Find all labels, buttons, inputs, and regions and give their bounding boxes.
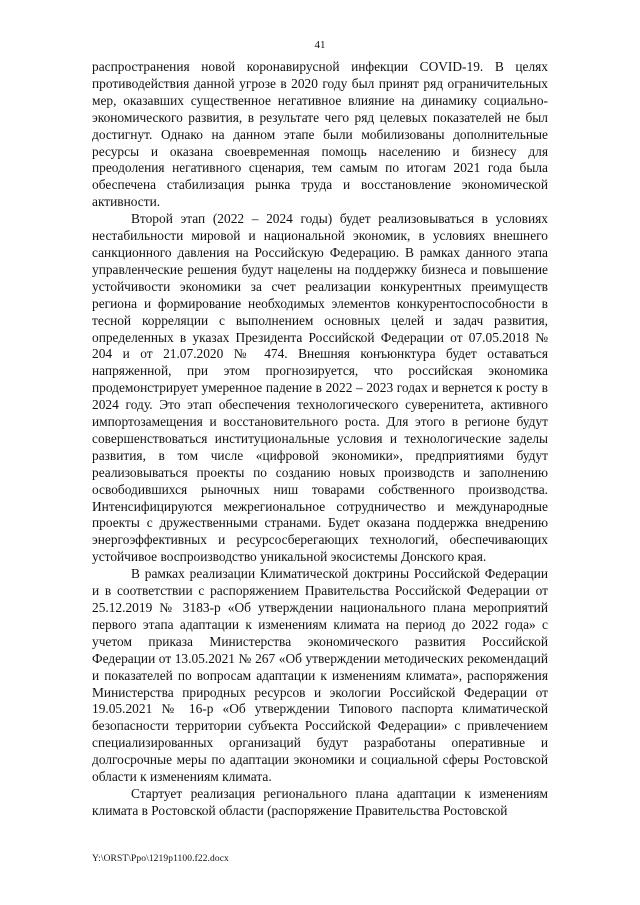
paragraph-covid-restrictions: распространения новой коронавирусной инфекции COVID-19. В целях противодействия данной угрозе в 2020 году был принят ряд ограничительных мер, оказавших существенное негативное влияние на динамику социально-экономического развития, в результате чего ряд целевых показателей не был достигнут. Однако на данном этапе были мобилизованы дополнительные ресурсы и оказана своевременная помощь населению и бизнесу для преодоления негативного сценария, тем самым по итогам 2021 года была обеспечена стабилизация рынка труда и восстановление экономической активности.: [92, 59, 548, 210]
page-number: 41: [314, 39, 326, 51]
document-body: [92, 59, 548, 820]
paragraph-second-stage: Второй этап (2022 – 2024 годы) будет реализовываться в условиях нестабильности мировой и национальной экономик, в условиях внешнего санкционного давления на Российскую Федерацию. В рамках данного этапа управленческие решения будут нацелены на поддержку бизнеса и повышение устойчивости экономики за счет реализации конкурентных преимуществ региона и формирование необходимых элементов конкурентоспособности в тесной корреляции с выполнением основных целей и задач развития, определенных в указах Президента Российской Федерации от 07.05.2018 № 204 и от 21.07.2020 № 474. Внешняя конъюнктура будет оставаться напряженной, при этом прогнозируется, что российская экономика продемонстрирует умеренное падение в 2022 – 2023 годах и вернется к росту в 2024 году. Это этап обеспечения технологического суверенитета, активного импортозамещения и восстановительного роста. Для этого в регионе будут совершенствоваться институциональные условия и технологические заделы развития, в том числе «цифровой экономики», предприятиями будут реализовываться проекты по созданию новых производств и заполнению освободившихся рыночных ниш товарами собственного производства. Интенсифицируются межрегиональное сотрудничество и международные проекты с дружественными странами. Будет оказана поддержка внедрению энергоэффективных и ресурсосберегающих технологий, обеспечивающих устойчивое воспроизводство уникальной экосистемы Донского края.: [92, 211, 548, 565]
paragraph-climate-doctrine: В рамках реализации Климатической доктрины Российской Федерации и в соответствии с распоряжением Правительства Российской Федерации от 25.12.2019 № 3183-р «Об утверждении национального плана мероприятий первого этапа адаптации к изменениям климата на период до 2022 года» с учетом приказа Министерства экономического развития Российской Федерации от 13.05.2021 № 267 «Об утверждении методических рекомендаций и показателей по вопросам адаптации к изменениям климата», распоряжения Министерства природных ресурсов и экологии Российской Федерации от 19.05.2021 № 16-р «Об утверждении Типового паспорта климатической безопасности территории субъекта Российской Федерации» с привлечением специализированных организаций будут разработаны оперативные и долгосрочные меры по адаптации экономики и социальной сферы Ростовской области к изменениям климата.: [92, 566, 548, 785]
paragraph-adaptation-plan: Стартует реализация регионального плана адаптации к изменениям климата в Ростовской области (распоряжение Правительства Ростовской: [92, 785, 548, 818]
footer-file-path: Y:\ORST\Ppo\1219p1100.f22.docx: [92, 854, 229, 864]
